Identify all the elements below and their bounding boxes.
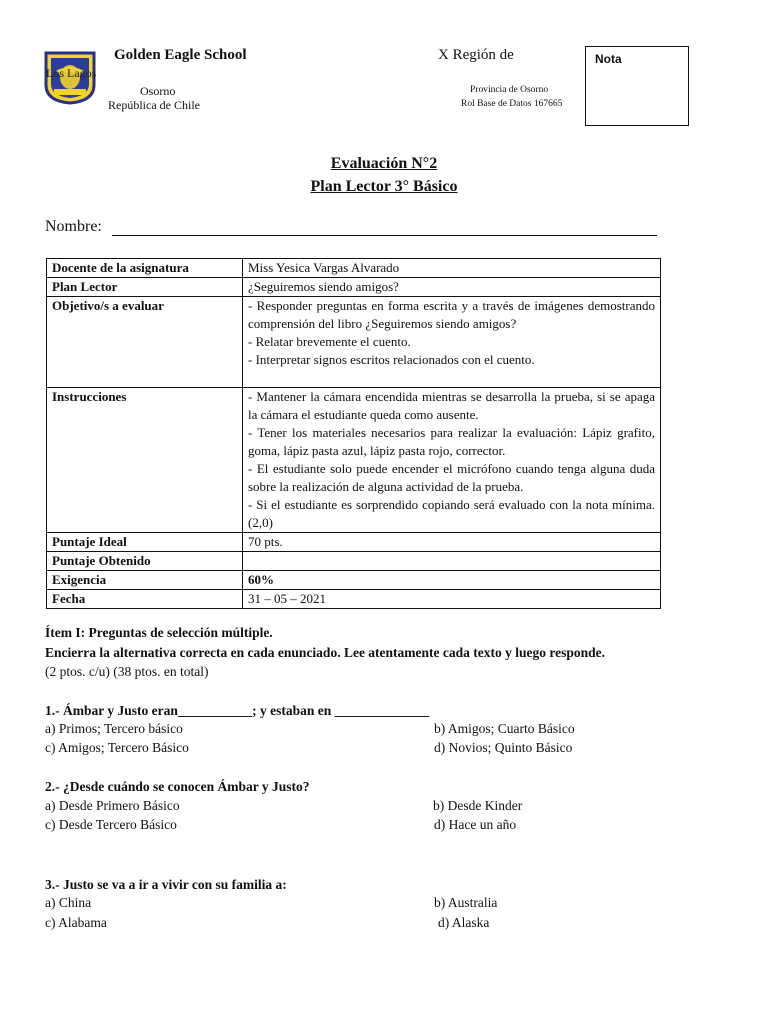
info-row-docente: [47, 259, 661, 278]
question-2-option-a[interactable]: a) Desde Primero Básico: [45, 798, 180, 813]
item-points: (2 ptos. c/u) (38 ptos. en total): [45, 664, 209, 679]
info-row-value: [243, 388, 661, 533]
evaluation-info-table: [46, 258, 661, 609]
info-row-value: [243, 590, 661, 609]
item-title: Ítem I: Preguntas de selección múltiple.: [45, 625, 273, 640]
grade-label: Nota: [595, 52, 622, 66]
info-row-label: Instrucciones: [47, 388, 243, 533]
info-row-value[interactable]: [243, 552, 661, 571]
info-row-label: Puntaje Ideal: [47, 533, 243, 552]
info-value-line: - Mantener la cámara encendida mientras se desarrolla la prueba, si se apaga la cámara el estudiante queda como ausente.: [248, 389, 655, 422]
info-value-line: - El estudiante solo puede encender el micrófono cuando tenga alguna duda sobre la realización de alguna actividad de la prueba.: [248, 461, 655, 494]
school-city: Osorno: [140, 84, 176, 98]
question-1-option-c[interactable]: c) Amigos; Tercero Básico: [45, 740, 189, 755]
question-2-option-d[interactable]: d) Hace un año: [434, 817, 517, 832]
question-3-text: 3.- Justo se va a ir a vivir con su familia a:: [45, 877, 287, 892]
info-value-line: - Interpretar signos escritos relacionados con el cuento.: [248, 352, 535, 367]
question-2-text: 2.- ¿Desde cuándo se conocen Ámbar y Justo?: [45, 779, 310, 794]
info-value-line: 60%: [248, 572, 274, 587]
question-1-text: 1.- Ámbar y Justo eran___________; y estaban en ______________: [45, 703, 430, 718]
info-row-value: [243, 533, 661, 552]
info-value-line: 31 – 05 – 2021: [248, 591, 326, 606]
question-1-option-a[interactable]: a) Primos; Tercero básico: [45, 721, 183, 736]
item-instructions: Encierra la alternativa correcta en cada enunciado. Lee atentamente cada texto y luego responde.: [45, 645, 606, 660]
school-country: República de Chile: [108, 98, 200, 112]
info-row-label: Fecha: [47, 590, 243, 609]
info-row-fecha: [47, 590, 661, 609]
info-row-value: [243, 278, 661, 297]
region-label: X Región de: [438, 47, 514, 63]
name-label: Nombre:: [45, 218, 102, 235]
info-row-value: [243, 297, 661, 388]
question-1-option-d[interactable]: d) Novios; Quinto Básico: [434, 740, 573, 755]
info-row-label: Exigencia: [47, 571, 243, 590]
question-3-option-d[interactable]: d) Alaska: [438, 915, 490, 930]
logo-overlay-text: Los Lagos: [46, 66, 97, 80]
info-row-objetivos: [47, 297, 661, 388]
provincia-label: Provincia de Osorno: [470, 85, 549, 95]
name-input-line[interactable]: [112, 235, 657, 236]
info-value-line: [248, 552, 655, 570]
info-value-line: Miss Yesica Vargas Alvarado: [248, 260, 400, 275]
info-row-exigencia: [47, 571, 661, 590]
info-row-plan-lector: [47, 278, 661, 297]
info-row-instrucciones: [47, 388, 661, 533]
question-3-option-c[interactable]: c) Alabama: [45, 915, 107, 930]
info-value-line: - Tener los materiales necesarios para realizar la evaluación: Lápiz grafito, goma, lápiz pasta azul, lápiz pasta rojo, corrector.: [248, 425, 655, 458]
info-value-line: ¿Seguiremos siendo amigos?: [248, 279, 399, 294]
info-value-line: 70 pts.: [248, 534, 283, 549]
rol-label: Rol Base de Datos 167665: [461, 99, 563, 109]
info-value-line: - Responder preguntas en forma escrita y a través de imágenes demostrando comprensión del libro ¿Seguiremos siendo amigos?: [248, 298, 655, 331]
evaluation-title: Evaluación N°2: [330, 155, 438, 172]
info-row-label: Plan Lector: [47, 278, 243, 297]
info-row-label: Puntaje Obtenido: [47, 552, 243, 571]
question-1-option-b[interactable]: b) Amigos; Cuarto Básico: [434, 721, 575, 736]
info-row-label: Objetivo/s a evaluar: [47, 297, 243, 388]
info-value-line: - Si el estudiante es sorprendido copiando será evaluado con la nota mínima. (2,0): [248, 497, 655, 530]
question-2-option-b[interactable]: b) Desde Kinder: [433, 798, 523, 813]
question-3-option-a[interactable]: a) China: [45, 895, 92, 910]
question-3-option-b[interactable]: b) Australia: [434, 895, 498, 910]
school-name: Golden Eagle School: [114, 47, 247, 63]
info-row-value: [243, 259, 661, 278]
info-row-value: [243, 571, 661, 590]
info-value-line: - Relatar brevemente el cuento.: [248, 334, 411, 349]
grade-box[interactable]: [585, 46, 689, 126]
evaluation-subtitle: Plan Lector 3° Básico: [310, 178, 458, 195]
info-row-puntaje-obtenido: [47, 552, 661, 571]
info-row-puntaje-ideal: [47, 533, 661, 552]
info-row-label: Docente de la asignatura: [47, 259, 243, 278]
question-2-option-c[interactable]: c) Desde Tercero Básico: [45, 817, 177, 832]
